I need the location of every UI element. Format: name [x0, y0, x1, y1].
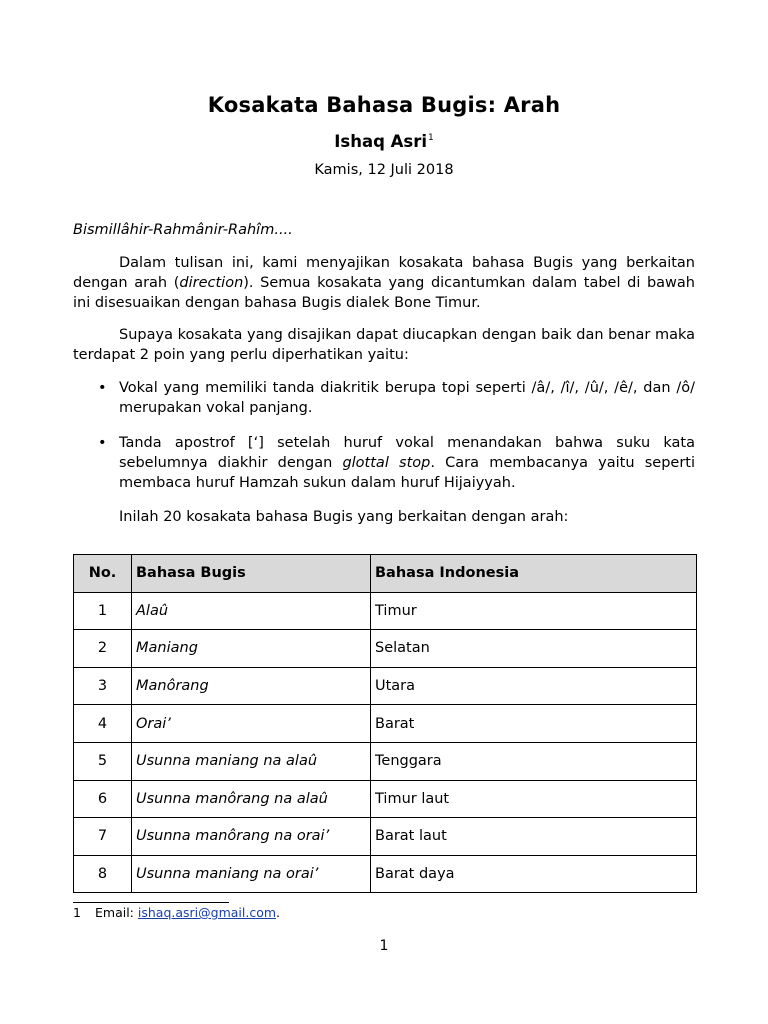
row-number: 4: [74, 705, 132, 743]
table-header-row: [74, 555, 697, 593]
bullet-list: [73, 433, 695, 493]
bullet-text: Tanda apostrof [‘] setelah huruf vokal menandakan bahwa suku kata sebelumnya diakhir dengan: [119, 435, 695, 471]
indonesian-word: Barat laut: [371, 818, 697, 856]
table-row: [74, 705, 697, 743]
bullet-list: [73, 378, 695, 418]
email-link[interactable]: ishaq.asri@gmail.com: [137, 905, 277, 920]
row-number: 2: [74, 630, 132, 668]
table-row: [74, 742, 697, 780]
paragraph-3: Inilah 20 kosakata bahasa Bugis yang berkaitan dengan arah:: [119, 509, 569, 525]
bullet-icon: •: [98, 435, 107, 451]
footnote-separator: [73, 902, 229, 903]
indonesian-word: Barat: [371, 705, 697, 743]
indonesian-word: Timur laut: [371, 780, 697, 818]
indonesian-word: Selatan: [371, 630, 697, 668]
table-row: [74, 630, 697, 668]
document-title: Kosakata Bahasa Bugis: Arah: [207, 93, 561, 117]
bugis-word: Usunna maniang na orai’: [132, 855, 371, 893]
bullet-text-italic: glottal stop: [342, 455, 431, 471]
bugis-word: Usunna maniang na alaû: [132, 742, 371, 780]
footnote-end: .: [276, 905, 281, 920]
paragraph-1-italic: direction: [179, 275, 244, 291]
table-row: [74, 818, 697, 856]
footnote: [73, 905, 280, 920]
bugis-word: Manôrang: [132, 667, 371, 705]
bugis-word: Maniang: [132, 630, 371, 668]
table-row: [74, 667, 697, 705]
indonesian-word: Barat daya: [371, 855, 697, 893]
bullet-item: [73, 433, 695, 493]
table-row: [74, 855, 697, 893]
bugis-word: Usunna manôrang na alaû: [132, 780, 371, 818]
row-number: 5: [74, 742, 132, 780]
bullet-item: [73, 378, 695, 418]
page-number: 1: [379, 938, 389, 954]
footnote-ref[interactable]: 1: [428, 133, 434, 143]
bullet-text-end: . Cara membacanya yaitu seperti membaca huruf Hamzah sukun dalam huruf Hijaiyyah.: [119, 455, 695, 491]
row-number: 6: [74, 780, 132, 818]
table-row: [74, 592, 697, 630]
paragraph-1-text-end: ). Semua kosakata yang dicantumkan dalam tabel di bawah ini disesuaikan dengan bahasa Bugis dialek Bone Timur.: [73, 275, 695, 311]
bugis-word: Orai’: [132, 705, 371, 743]
bugis-word: Usunna manôrang na orai’: [132, 818, 371, 856]
author-line: [0, 132, 768, 151]
header-no: No.: [74, 555, 132, 593]
paragraph-1-text: Dalam tulisan ini, kami menyajikan kosakata bahasa Bugis yang berkaitan dengan arah (: [73, 255, 695, 291]
table-row: [74, 780, 697, 818]
paragraph-2: Supaya kosakata yang disajikan dapat diucapkan dengan baik dan benar maka terdapat 2 poin yang perlu diperhatikan yaitu:: [73, 327, 695, 363]
header-indonesia: Bahasa Indonesia: [371, 555, 697, 593]
paragraph-1: [73, 253, 695, 313]
indonesian-word: Timur: [371, 592, 697, 630]
document-date: Kamis, 12 Juli 2018: [314, 162, 454, 178]
row-number: 3: [74, 667, 132, 705]
vocabulary-table: [73, 554, 697, 893]
greeting: Bismillâhir-Rahmânir-Rahîm....: [73, 222, 293, 238]
row-number: 1: [74, 592, 132, 630]
bullet-text: Vokal yang memiliki tanda diakritik berupa topi seperti /â/, /î/, /û/, /ê/, dan /ô/ merupakan vokal panjang.: [119, 380, 695, 416]
footnote-label: Email:: [95, 905, 138, 920]
row-number: 7: [74, 818, 132, 856]
bullet-icon: •: [98, 380, 107, 396]
bugis-word: Alaû: [132, 592, 371, 630]
footnote-number: 1: [73, 905, 81, 920]
author-name: Ishaq Asri: [334, 132, 428, 151]
indonesian-word: Utara: [371, 667, 697, 705]
row-number: 8: [74, 855, 132, 893]
header-bugis: Bahasa Bugis: [132, 555, 371, 593]
indonesian-word: Tenggara: [371, 742, 697, 780]
